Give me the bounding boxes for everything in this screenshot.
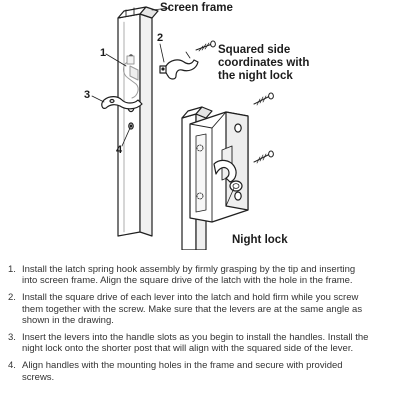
label-squared-side-3: the night lock	[218, 70, 293, 82]
step-text-line: Align handles with the mounting holes in the frame and secure with provided	[22, 360, 343, 372]
instruction-step	[8, 332, 394, 354]
instruction-step	[8, 360, 394, 382]
step-text-line: into screen frame. Align the square drive of the latch with the hole in the frame.	[22, 275, 353, 287]
instruction-list	[8, 264, 394, 389]
label-night-lock: Night lock	[232, 234, 288, 246]
instruction-step	[8, 292, 394, 326]
step-number: 1.	[8, 264, 16, 275]
label-screen-frame: Screen frame	[160, 2, 233, 14]
label-squared-side-1: Squared side	[218, 44, 291, 56]
callout-number-3: 3	[84, 89, 91, 101]
step-text-line: night lock onto the shorter post that will align with the squared side of the lever.	[22, 343, 354, 355]
instruction-step	[8, 264, 394, 286]
step-text-line: shown in the drawing.	[22, 314, 114, 326]
callout-number-4: 4	[116, 144, 123, 156]
screw-lower-right	[254, 151, 273, 163]
callout-number-2: 2	[157, 32, 164, 44]
step-text-line: them together with the screw. Make sure that the levers are at the same angle as	[22, 303, 363, 315]
step-text-line: Install the square drive of each lever into the latch and hold firm while you screw	[22, 292, 359, 304]
step-number: 2.	[8, 292, 16, 304]
step-number: 3.	[8, 332, 16, 344]
label-squared-side-2: coordinates with	[218, 57, 310, 69]
callout-number-1: 1	[100, 47, 107, 59]
screw-upper-right	[254, 93, 273, 105]
step-text-line: Install the latch spring hook assembly by firmly grasping by the tip and inserting	[22, 264, 356, 275]
frame-post	[130, 124, 132, 127]
step-number: 4.	[8, 360, 16, 372]
lever-right	[160, 60, 198, 79]
screen-frame-rail	[118, 7, 158, 236]
step-text-line: Insert the levers into the handle slots as you begin to install the handles. Install the	[22, 332, 369, 344]
step-text-line: screws.	[22, 371, 55, 383]
screw-top	[196, 41, 215, 51]
